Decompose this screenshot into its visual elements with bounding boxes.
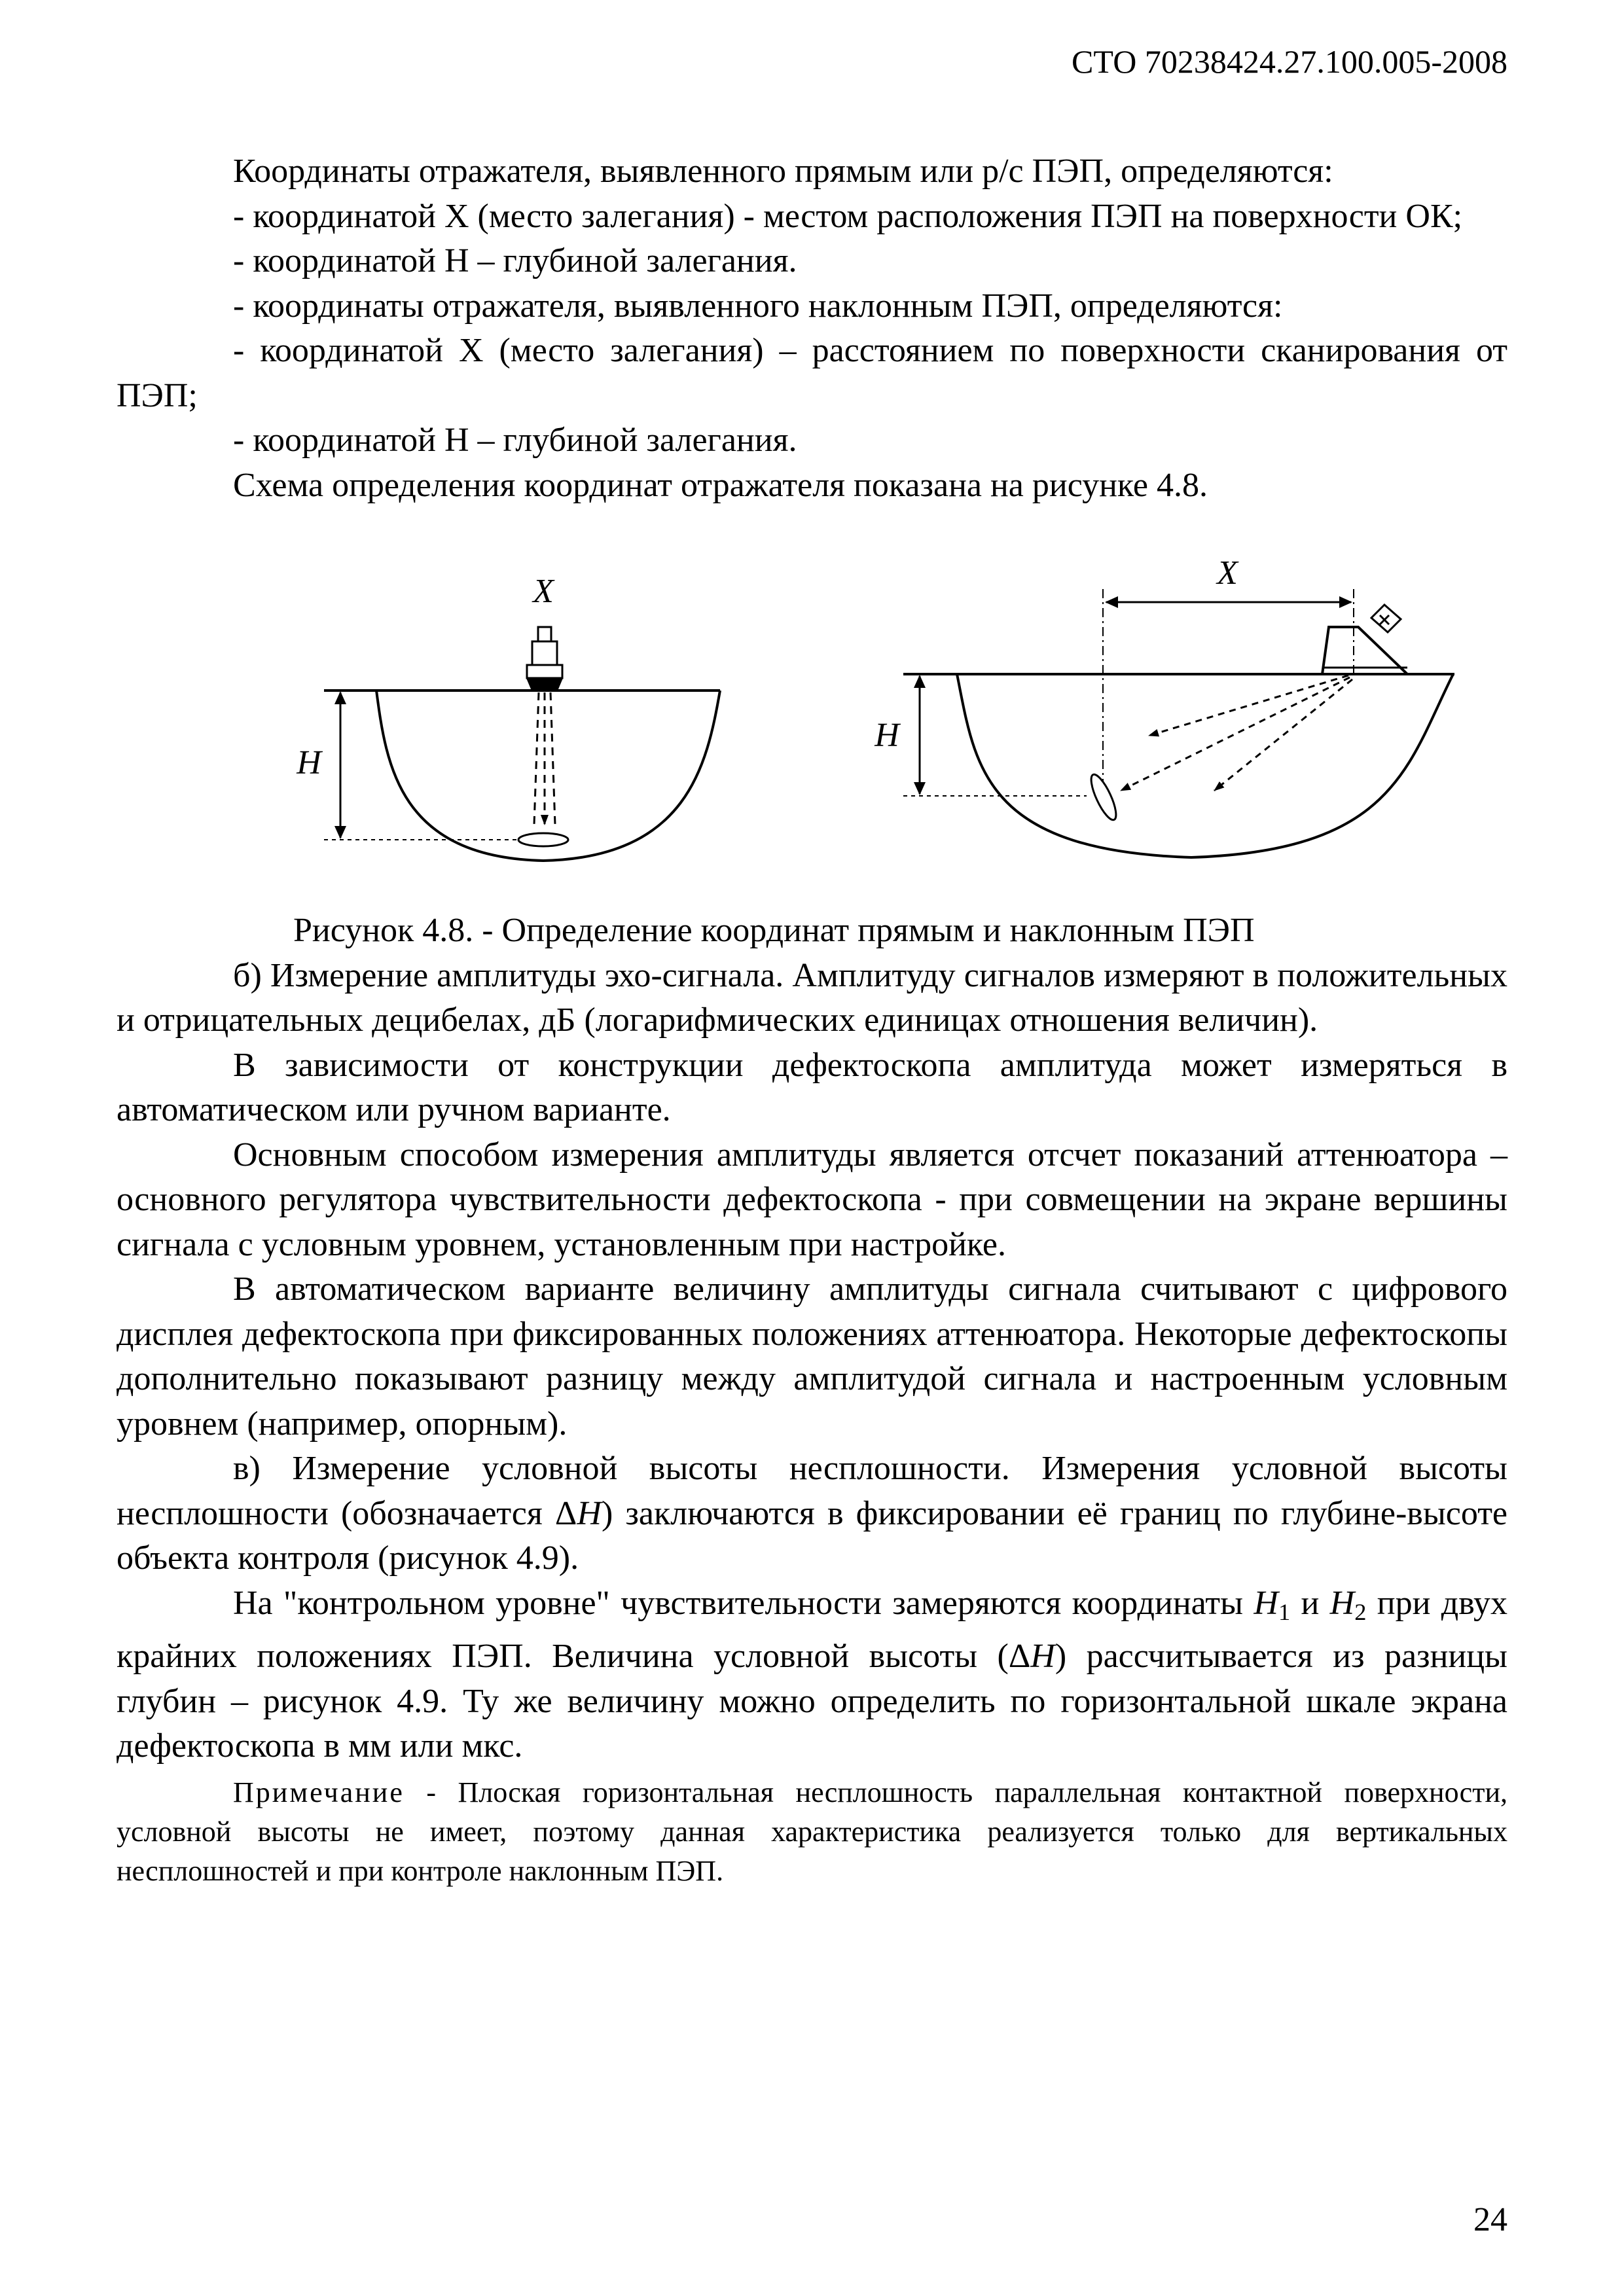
depth-h-label: H [875,717,899,754]
main-section [117,908,1507,1891]
depth-h-label: H [297,744,321,781]
paragraph: б) Измерение амплитуды эхо-сигнала. Амплитуду сигналов измеряют в положительных и отрицательных децибелах, дБ (логарифмических единицах отношения величин). [117,956,1507,1039]
straight-probe-icon [527,627,562,691]
paragraph: Схема определения координат отражателя показана на рисунке 4.8. [233,466,1208,504]
delta-symbol: Δ [1008,1638,1031,1676]
list-item: - координаты отражателя, выявленного наклонным ПЭП, определяются: [233,287,1283,325]
subscript: 2 [1354,1598,1367,1625]
beam-line [1214,679,1352,791]
flat-reflector [518,833,568,846]
text-run: и [1290,1584,1330,1622]
coordinate-x-label: X [1217,554,1238,592]
subscript: 1 [1278,1598,1291,1625]
h-symbol: H [1030,1638,1055,1676]
straight-probe-diagram [296,573,720,861]
figure-4-8 [0,550,1624,877]
list-item: - координатой X (место залегания) - местом расположения ПЭП на поверхности ОК; [233,197,1463,235]
figure-caption: Рисунок 4.8. - Определение координат прямым и наклонным ПЭП [293,912,1255,949]
beam-line [550,692,555,825]
paragraph: В зависимости от конструкции дефектоскопа амплитуда может измеряться в автоматическом или ручном варианте. [117,1046,1507,1128]
text-run: На "контрольном уровне" чувствительности замеряются координаты [233,1584,1254,1622]
paragraph [117,1446,1507,1581]
text-run: ) заключаются в фиксировании её границ по глубине-высоте объекта контроля (рисунок 4.9). [117,1494,1507,1577]
beam-line [534,692,539,825]
note-label: Примечание [233,1776,405,1808]
paragraph: Основным способом измерения амплитуды является отсчет показаний аттенюатора – основного регулятора чувствительности дефектоскопа - при совмещении на экране вершины сигнала с условным уровнем, установленным при настройке. [117,1136,1507,1263]
delta-symbol: Δ [554,1494,577,1532]
coordinate-x-label: X [533,573,554,610]
text-run: в) Измерение условной высоты несплошности. Измерения условной высоты несплошности (обозначается [117,1450,1507,1532]
coordinate-diagram [0,550,1624,877]
text-run: при двух крайних положениях ПЭП. Величина условной высоты ( [117,1584,1507,1676]
text-run: ) рассчитывается из разницы глубин – рисунок 4.9. Ту же величину можно определить по горизонтальной шкале экрана дефектоскопа в мм или мкс. [117,1638,1507,1765]
h-symbol: H [577,1494,602,1532]
page-number: 24 [1473,2201,1507,2238]
note-text: - Плоская горизонтальная несплошность параллельная контактной поверхности, условной высоты не имеет, поэтому данная характеристика реализуется только для вертикальных несплошностей и при контроле наклонным ПЭП. [117,1776,1507,1887]
note [117,1773,1507,1891]
intro-section [117,149,1507,508]
h1-symbol: H [1254,1584,1278,1622]
test-object-outline [957,674,1453,857]
list-item: - координатой X (место залегания) – расстоянием по поверхности сканирования от ПЭП; [117,332,1507,414]
paragraph: Координаты отражателя, выявленного прямым или р/с ПЭП, определяются: [233,152,1333,190]
list-item: - координатой Н – глубиной залегания. [233,422,797,459]
document-code-header: СТО 70238424.27.100.005-2008 [1072,43,1507,80]
list-item: - координатой Н – глубиной залегания. [233,242,797,279]
angle-probe-icon [1322,605,1407,674]
paragraph: В автоматическом варианте величину амплитуды сигнала считывают с цифрового дисплея дефектоскопа при фиксированных положениях аттенюатора. Некоторые дефектоскопы дополнительно показывают разницу между амплитудой сигнала и настроенным условным уровнем (например, опорным). [117,1270,1507,1443]
paragraph [117,1581,1507,1769]
h2-symbol: H [1329,1584,1355,1622]
angle-probe-diagram [874,554,1454,857]
